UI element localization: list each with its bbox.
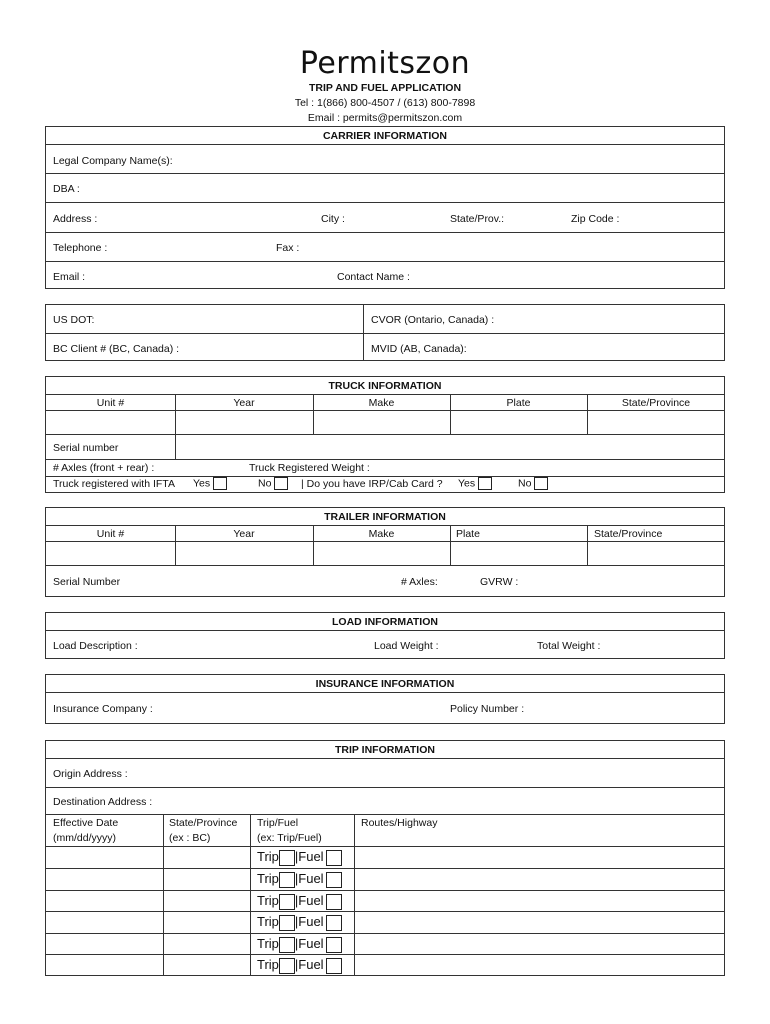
ids-section bbox=[45, 304, 725, 361]
truck-col-year: Year bbox=[233, 397, 255, 409]
form-title: TRIP AND FUEL APPLICATION bbox=[308, 82, 462, 94]
date-format-header: (mm/dd/yyyy) bbox=[53, 832, 116, 844]
trip-option-label: Trip bbox=[257, 893, 279, 908]
fuel-checkbox[interactable] bbox=[326, 958, 342, 974]
telephone-label: Telephone : bbox=[53, 242, 108, 254]
irp-yes-label: Yes bbox=[458, 477, 476, 490]
trip-checkbox[interactable] bbox=[279, 958, 295, 974]
trip-fuel-example-header: (ex: Trip/Fuel) bbox=[257, 832, 322, 844]
gvrw-label: GVRW : bbox=[480, 576, 519, 588]
trailer-col-state: State/Province bbox=[594, 528, 663, 540]
ifta-no[interactable] bbox=[258, 477, 288, 490]
fuel-checkbox[interactable] bbox=[326, 937, 342, 953]
carrier-section bbox=[45, 126, 725, 289]
trip-row[interactable] bbox=[46, 868, 724, 890]
insurance-title: INSURANCE INFORMATION bbox=[315, 678, 455, 690]
state-example-header: (ex : BC) bbox=[169, 832, 211, 844]
telephone-line: Tel : 1(866) 800-4507 / (613) 800-7898 bbox=[294, 97, 476, 109]
truck-serial-row[interactable] bbox=[46, 434, 724, 459]
trip-header-row bbox=[46, 814, 724, 846]
trip-row[interactable] bbox=[46, 890, 724, 911]
legal-name-label: Legal Company Name(s): bbox=[53, 155, 173, 167]
email-label: Email : bbox=[53, 271, 86, 283]
routes-highway-header: Routes/Highway bbox=[361, 817, 438, 829]
load-title: LOAD INFORMATION bbox=[332, 616, 438, 628]
dba-row[interactable] bbox=[46, 173, 724, 202]
legal-name-row[interactable] bbox=[46, 144, 724, 173]
total-weight-label: Total Weight : bbox=[537, 640, 601, 652]
ifta-yes-checkbox[interactable] bbox=[213, 477, 227, 490]
address-row[interactable] bbox=[46, 202, 724, 232]
trailer-axles-label: # Axles: bbox=[401, 576, 438, 588]
trailer-section bbox=[45, 507, 725, 597]
policy-number-label: Policy Number : bbox=[450, 703, 525, 715]
bc-client-label: BC Client # (BC, Canada) : bbox=[53, 343, 180, 355]
trailer-title: TRAILER INFORMATION bbox=[324, 511, 446, 523]
trailer-col-year: Year bbox=[233, 528, 255, 540]
origin-row[interactable] bbox=[46, 758, 724, 787]
trailer-col-make: Make bbox=[368, 528, 395, 540]
trip-option-label: Trip bbox=[257, 849, 279, 864]
insurance-row[interactable] bbox=[46, 692, 724, 724]
irp-no[interactable] bbox=[518, 477, 548, 490]
destination-address-label: Destination Address : bbox=[53, 796, 153, 808]
irp-no-label: No bbox=[518, 477, 532, 490]
cvor-label: CVOR (Ontario, Canada) : bbox=[371, 314, 495, 326]
ifta-no-checkbox[interactable] bbox=[274, 477, 288, 490]
trip-option-label: Trip bbox=[257, 957, 279, 972]
trailer-data-row[interactable] bbox=[46, 541, 724, 565]
email-row[interactable] bbox=[46, 261, 724, 289]
fuel-option-label: |Fuel bbox=[294, 849, 324, 864]
ifta-label: Truck registered with IFTA bbox=[53, 478, 175, 490]
telephone-row[interactable] bbox=[46, 232, 724, 261]
trip-checkbox[interactable] bbox=[279, 872, 295, 888]
trip-option-label: Trip bbox=[257, 914, 279, 929]
trip-title: TRIP INFORMATION bbox=[335, 744, 435, 756]
ifta-yes-label: Yes bbox=[193, 477, 211, 490]
truck-axles-row[interactable] bbox=[46, 459, 724, 476]
truck-serial-label: Serial number bbox=[53, 442, 119, 454]
ifta-yes[interactable] bbox=[193, 477, 227, 490]
irp-no-checkbox[interactable] bbox=[534, 477, 548, 490]
trip-section bbox=[45, 740, 725, 976]
load-section bbox=[45, 612, 725, 659]
irp-yes-checkbox[interactable] bbox=[478, 477, 492, 490]
trailer-col-unit: Unit # bbox=[96, 528, 125, 540]
insurance-section bbox=[45, 674, 725, 724]
fuel-option-label: |Fuel bbox=[294, 957, 324, 972]
trip-checkbox[interactable] bbox=[279, 894, 295, 910]
usdot-label: US DOT: bbox=[53, 314, 95, 326]
irp-label: | Do you have IRP/Cab Card ? bbox=[301, 478, 443, 490]
trailer-col-plate: Plate bbox=[456, 528, 480, 540]
fuel-option-label: |Fuel bbox=[294, 914, 324, 929]
trip-checkbox[interactable] bbox=[279, 937, 295, 953]
fuel-checkbox[interactable] bbox=[326, 850, 342, 866]
fuel-checkbox[interactable] bbox=[326, 872, 342, 888]
contact-name-label: Contact Name : bbox=[337, 271, 410, 283]
fuel-checkbox[interactable] bbox=[326, 915, 342, 931]
dba-label: DBA : bbox=[53, 183, 80, 195]
company-logo: Permitszon bbox=[299, 46, 471, 81]
trip-row[interactable] bbox=[46, 846, 724, 868]
trip-row[interactable] bbox=[46, 911, 724, 933]
trip-fuel-header: Trip/Fuel bbox=[257, 817, 299, 829]
zip-label: Zip Code : bbox=[571, 213, 620, 225]
trailer-serial-label: Serial Number bbox=[53, 576, 121, 588]
load-row[interactable] bbox=[46, 630, 724, 659]
mvid-label: MVID (AB, Canada): bbox=[371, 343, 467, 355]
truck-col-make: Make bbox=[368, 397, 395, 409]
truck-section bbox=[45, 376, 725, 493]
address-label: Address : bbox=[53, 213, 98, 225]
trip-option-label: Trip bbox=[257, 871, 279, 886]
fuel-option-label: |Fuel bbox=[294, 893, 324, 908]
truck-col-plate: Plate bbox=[506, 397, 531, 409]
state-province-header: State/Province bbox=[169, 817, 238, 829]
truck-title: TRUCK INFORMATION bbox=[328, 380, 442, 392]
effective-date-header: Effective Date bbox=[53, 817, 119, 829]
fax-label: Fax : bbox=[276, 242, 300, 254]
state-label: State/Prov.: bbox=[450, 213, 505, 225]
truck-header-row bbox=[46, 394, 724, 410]
bc-row[interactable] bbox=[46, 333, 724, 361]
load-weight-label: Load Weight : bbox=[374, 640, 439, 652]
ifta-no-label: No bbox=[258, 477, 272, 490]
trip-checkbox[interactable] bbox=[279, 850, 295, 866]
trailer-serial-row[interactable] bbox=[46, 565, 724, 597]
email-line: Email : permits@permitszon.com bbox=[307, 112, 463, 124]
truck-data-row[interactable] bbox=[46, 410, 724, 434]
usdot-row[interactable] bbox=[46, 305, 724, 333]
trailer-header-row bbox=[46, 525, 724, 541]
fuel-option-label: |Fuel bbox=[294, 936, 324, 951]
fuel-option-label: |Fuel bbox=[294, 871, 324, 886]
truck-col-state: State/Province bbox=[621, 397, 691, 409]
insurance-company-label: Insurance Company : bbox=[53, 703, 153, 715]
fuel-checkbox[interactable] bbox=[326, 894, 342, 910]
city-label: City : bbox=[321, 213, 345, 225]
destination-row[interactable] bbox=[46, 787, 724, 814]
truck-axles-label: # Axles (front + rear) : bbox=[53, 462, 155, 474]
trip-row[interactable] bbox=[46, 933, 724, 954]
truck-ifta-row bbox=[46, 476, 724, 493]
load-description-label: Load Description : bbox=[53, 640, 138, 652]
trip-option-label: Trip bbox=[257, 936, 279, 951]
irp-yes[interactable] bbox=[458, 477, 492, 490]
truck-weight-label: Truck Registered Weight : bbox=[249, 462, 370, 474]
origin-address-label: Origin Address : bbox=[53, 768, 128, 780]
trip-row[interactable] bbox=[46, 954, 724, 976]
trip-checkbox[interactable] bbox=[279, 915, 295, 931]
carrier-title: CARRIER INFORMATION bbox=[322, 130, 448, 142]
truck-col-unit: Unit # bbox=[96, 397, 125, 409]
